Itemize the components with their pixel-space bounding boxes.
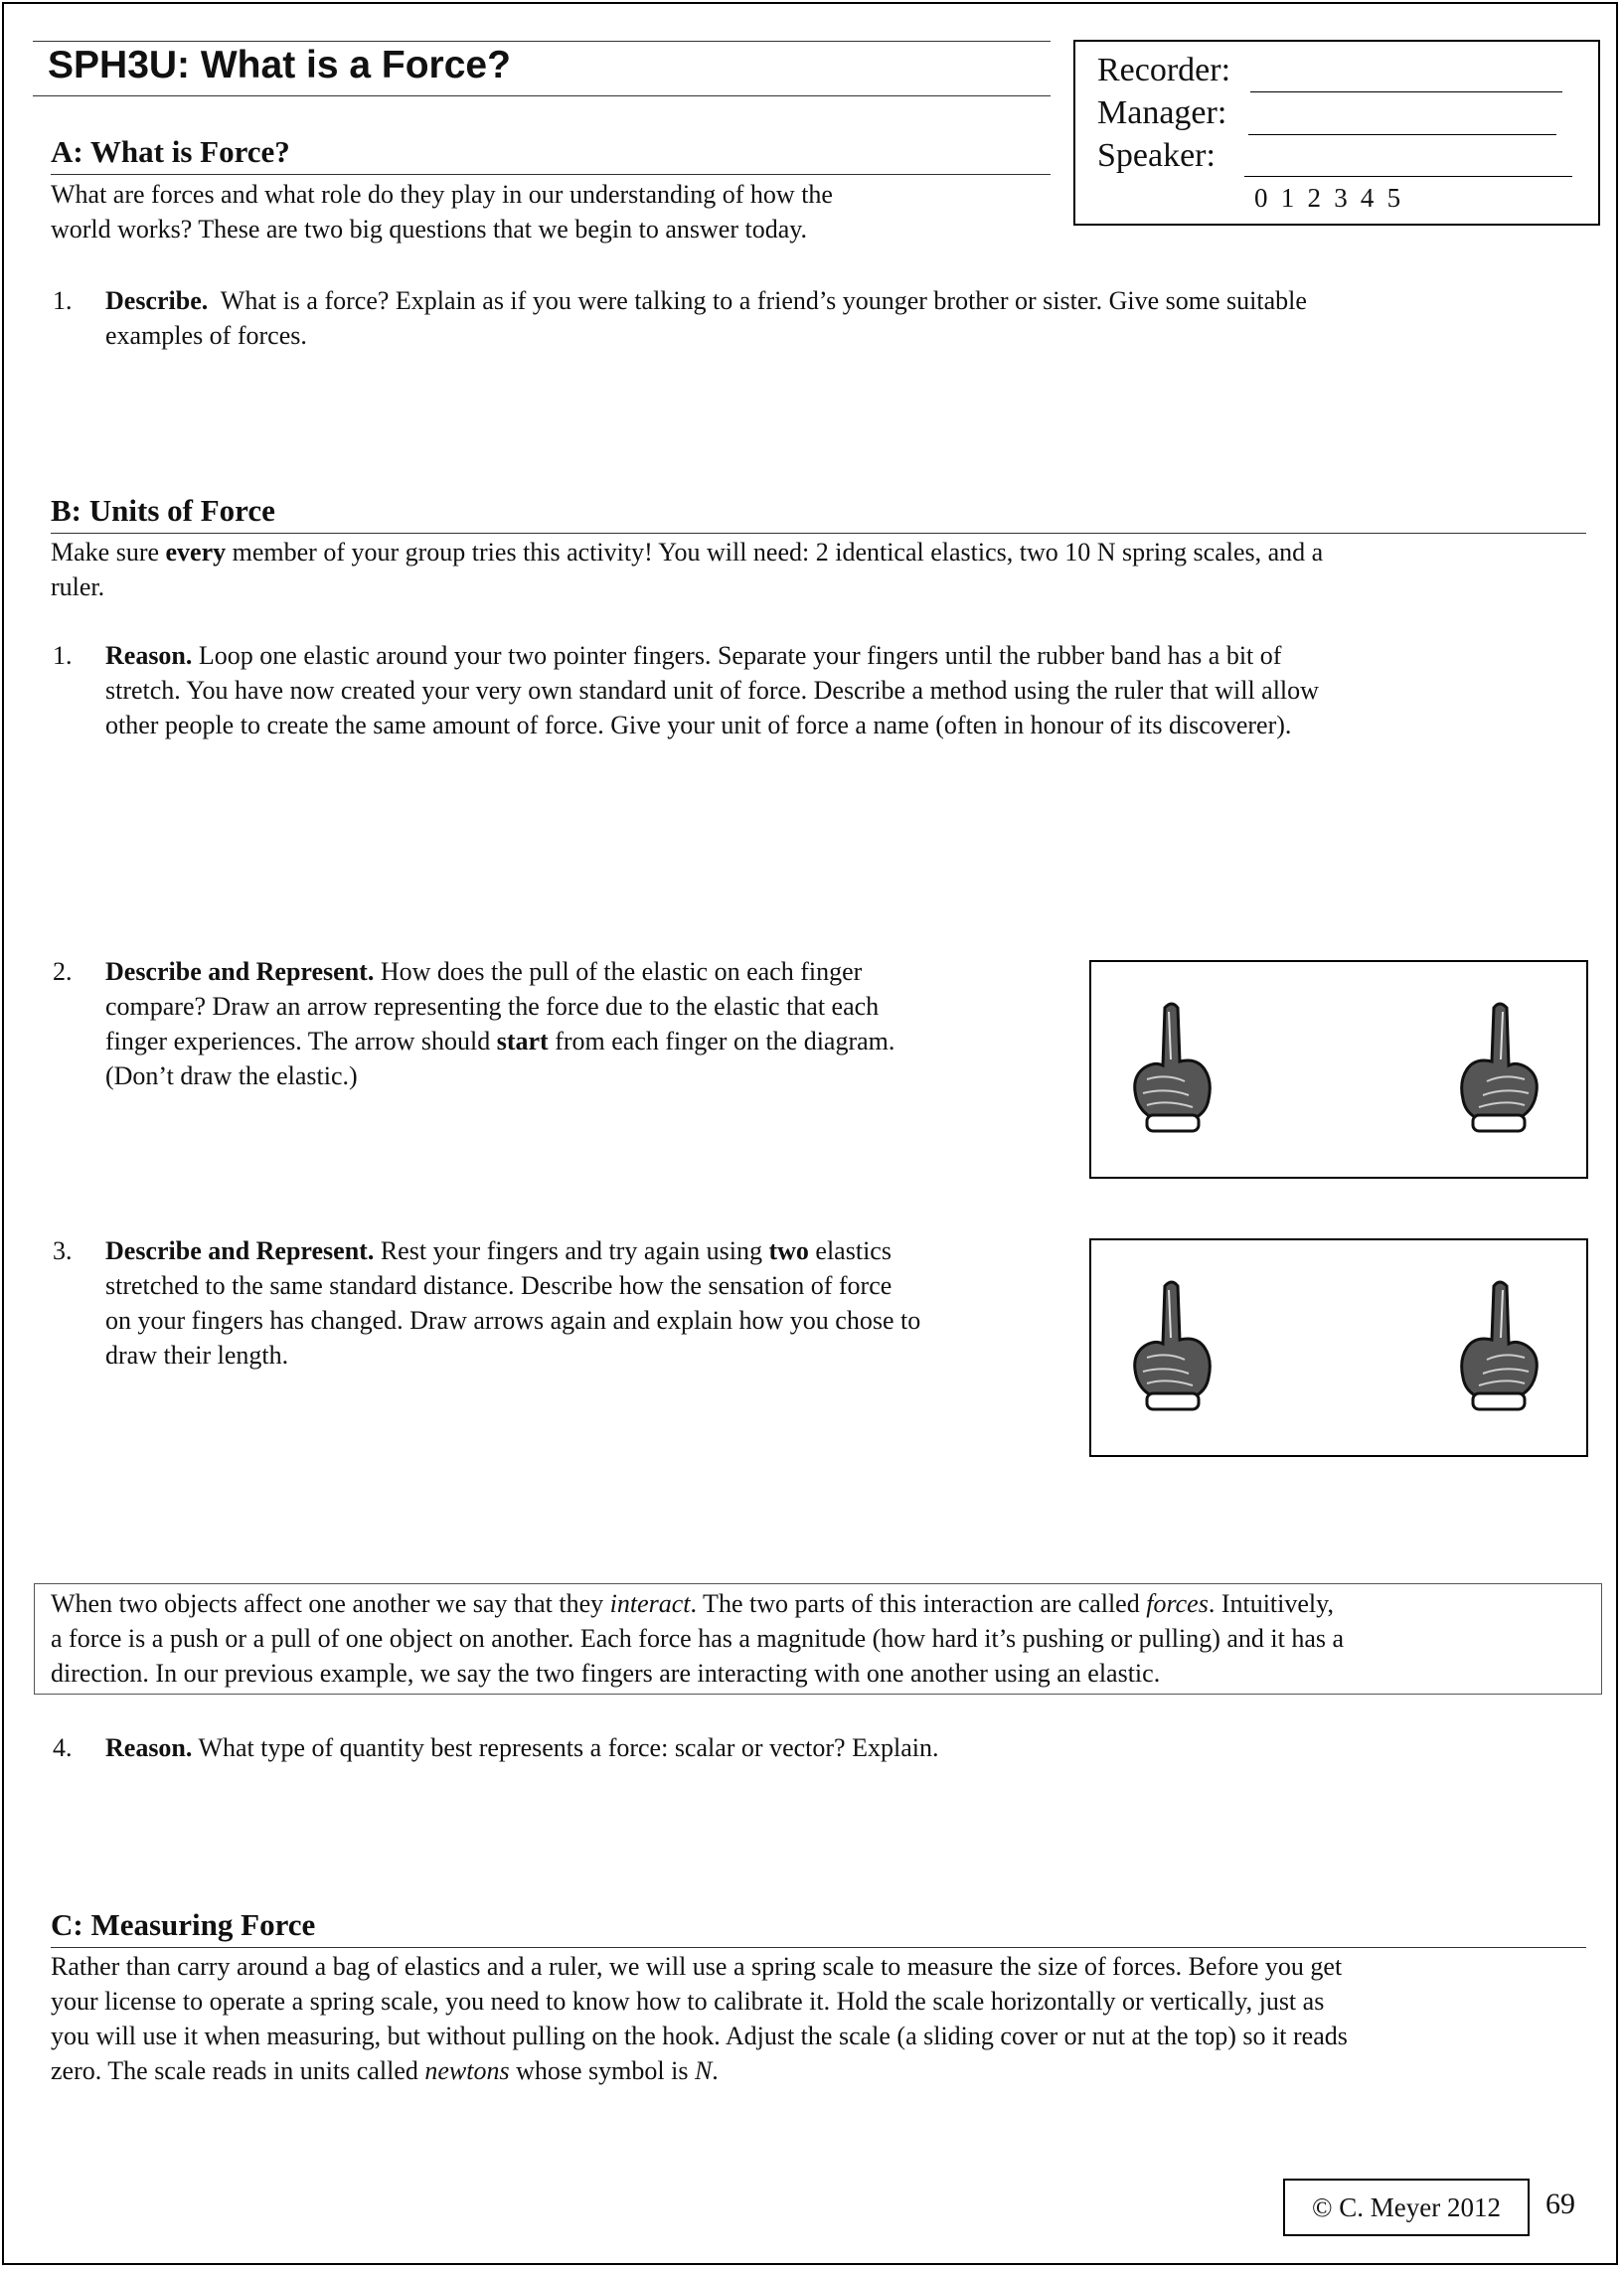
question-b3: Describe and Represent. Rest your fingers and try again using two elastics stretched to the same standard distance. Describe how the sensation of force on your fingers has changed. Draw arrows again and explain how you chose to draw their length.	[105, 1236, 921, 1370]
finger-diagram-box[interactable]	[1089, 1238, 1588, 1457]
question-a1: Describe. What is a force? Explain as if you were talking to a friend’s younger brother or sister. Give some suitable examples of forces.	[105, 286, 1307, 350]
manager-line[interactable]	[1248, 134, 1556, 135]
section-a-intro: What are forces and what role do they play in our understanding of how the world works? These are two big questions that we begin to answer today.	[51, 180, 833, 243]
question-b1: Reason. Loop one elastic around your two pointer fingers. Separate your fingers until the rubber band has a bit of stretch. You have now created your very own standard unit of force. Describe a method using the ruler that will allow other people to create the same amount of force. Give your unit of force a name (often in honour of its discoverer).	[105, 641, 1319, 739]
pointing-finger-icon	[1455, 1278, 1544, 1417]
finger-diagram-box[interactable]	[1089, 960, 1588, 1179]
copyright-box: © C. Meyer 2012	[1283, 2179, 1530, 2236]
section-a-rule	[51, 174, 1051, 175]
question-number: 1.	[53, 286, 73, 315]
definition-note-text: When two objects affect one another we say that they interact. The two parts of this interaction are called forces. Intuitively, a force is a push or a pull of one object on another. Each force has a magnitude (how hard it’s pushing or pulling) and it has a direction. In our previous example, we say the two fingers are interacting with one another using an elastic.	[51, 1589, 1345, 1688]
section-c-rule	[51, 1947, 1586, 1948]
pointing-finger-icon	[1127, 1278, 1217, 1417]
page-number: 69	[1545, 2188, 1575, 2220]
page-title: SPH3U: What is a Force?	[48, 44, 511, 86]
speaker-line[interactable]	[1244, 176, 1572, 177]
question-b4: Reason. What type of quantity best represents a force: scalar or vector? Explain.	[105, 1733, 939, 1762]
role-manager-label: Manager:	[1097, 94, 1227, 131]
section-a-heading: A: What is Force?	[51, 134, 290, 169]
score-scale: 0 1 2 3 4 5	[1254, 183, 1404, 213]
question-number: 2.	[53, 957, 73, 986]
pointing-finger-icon	[1455, 1000, 1544, 1139]
pointing-finger-icon	[1127, 1000, 1217, 1139]
question-b2: Describe and Represent. How does the pull of the elastic on each finger compare? Draw an arrow representing the force due to the elastic that each finger experiences. The arrow should start from each finger on the diagram. (Don’t draw the elastic.)	[105, 957, 895, 1090]
role-recorder-label: Recorder:	[1097, 52, 1231, 88]
section-c-heading: C: Measuring Force	[51, 1907, 316, 1942]
recorder-line[interactable]	[1250, 91, 1562, 92]
role-speaker-label: Speaker:	[1097, 137, 1216, 174]
question-number: 1.	[53, 641, 73, 670]
question-number: 3.	[53, 1236, 73, 1265]
section-b-rule	[51, 533, 1586, 534]
section-b-heading: B: Units of Force	[51, 493, 275, 528]
question-number: 4.	[53, 1733, 73, 1762]
section-b-intro: Make sure every member of your group tries this activity! You will need: 2 identical elastics, two 10 N spring scales, and a ruler.	[51, 538, 1324, 601]
section-c-text: Rather than carry around a bag of elastics and a ruler, we will use a spring scale to measure the size of forces. Before you get your license to operate a spring scale, you need to know how to calibrate it. Hold the scale horizontally or vertically, just as you will use it when measuring, but without pulling on the hook. Adjust the scale (a sliding cover or nut at the top) so it reads zero. The scale reads in units called newtons whose symbol is N.	[51, 1952, 1348, 2085]
